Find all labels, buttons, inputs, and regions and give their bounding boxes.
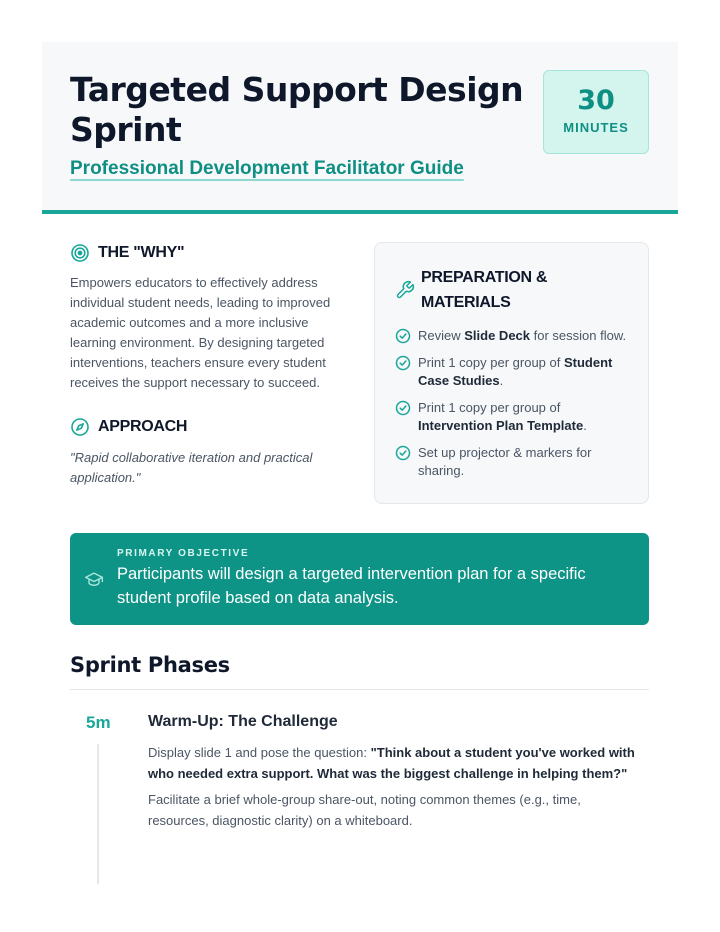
check-circle-icon bbox=[395, 328, 411, 344]
check-circle-icon bbox=[395, 400, 411, 416]
duration-value: 30 bbox=[577, 85, 615, 116]
graduation-cap-icon bbox=[84, 570, 104, 588]
approach-quote: "Rapid collaborative iteration and practical application." bbox=[70, 450, 313, 485]
page-title: Targeted Support Design Sprint bbox=[70, 70, 524, 149]
checklist-item-text: Print 1 copy per group of Intervention Plan Template. bbox=[418, 400, 587, 433]
approach-heading-label: APPROACH bbox=[98, 418, 188, 435]
why-description: Empowers educators to effectively address individual student needs, leading to improved academic outcomes and a more inclusive learning environment. By designing targeted interventions, teachers ensure every student receives the support necessary to succeed. bbox=[70, 275, 331, 390]
checklist-item bbox=[395, 444, 635, 480]
guide-header bbox=[42, 42, 678, 214]
check-circle-icon bbox=[395, 445, 411, 461]
phase-duration: 5m bbox=[86, 713, 111, 732]
why-section-heading bbox=[70, 243, 184, 263]
checklist-item-text: Set up projector & markers for sharing. bbox=[418, 445, 592, 478]
preparation-heading-label: PREPARATION & MATERIALS bbox=[421, 269, 548, 311]
primary-objective-banner bbox=[70, 533, 649, 625]
phase-instruction: Display slide 1 and pose the question: "Think about a student you've worked with who needed extra support. What was the biggest challenge in helping them?" bbox=[148, 745, 635, 781]
checklist-item-text: Review Slide Deck for session flow. bbox=[418, 328, 627, 343]
divider bbox=[70, 689, 649, 690]
duration-unit: MINUTES bbox=[563, 120, 629, 135]
preparation-heading bbox=[395, 265, 581, 315]
phase-facilitation-note: Facilitate a brief whole-group share-out, noting common themes (e.g., time, resources, diagnostic clarity) on a whiteboard. bbox=[148, 792, 581, 828]
objective-label: PRIMARY OBJECTIVE bbox=[117, 548, 250, 559]
timeline-line bbox=[97, 744, 99, 884]
checklist-item bbox=[395, 354, 635, 390]
preparation-checklist bbox=[395, 327, 635, 489]
check-circle-icon bbox=[395, 355, 411, 371]
sprint-phases-heading: Sprint Phases bbox=[70, 653, 230, 677]
preparation-card bbox=[374, 242, 649, 504]
checklist-item bbox=[395, 399, 635, 435]
target-icon bbox=[70, 243, 90, 263]
approach-section-heading bbox=[70, 417, 187, 437]
wrench-icon bbox=[395, 280, 415, 300]
checklist-item bbox=[395, 327, 635, 345]
duration-badge bbox=[543, 70, 649, 154]
checklist-item-text: Print 1 copy per group of Student Case Studies. bbox=[418, 355, 613, 388]
objective-text: Participants will design a targeted intervention plan for a specific student profile based on data analysis. bbox=[117, 565, 586, 607]
why-heading-label: THE "WHY" bbox=[98, 244, 185, 261]
phase-title: Warm-Up: The Challenge bbox=[148, 713, 338, 730]
compass-icon bbox=[70, 417, 90, 437]
page-subtitle: Professional Development Facilitator Guide bbox=[70, 158, 464, 179]
